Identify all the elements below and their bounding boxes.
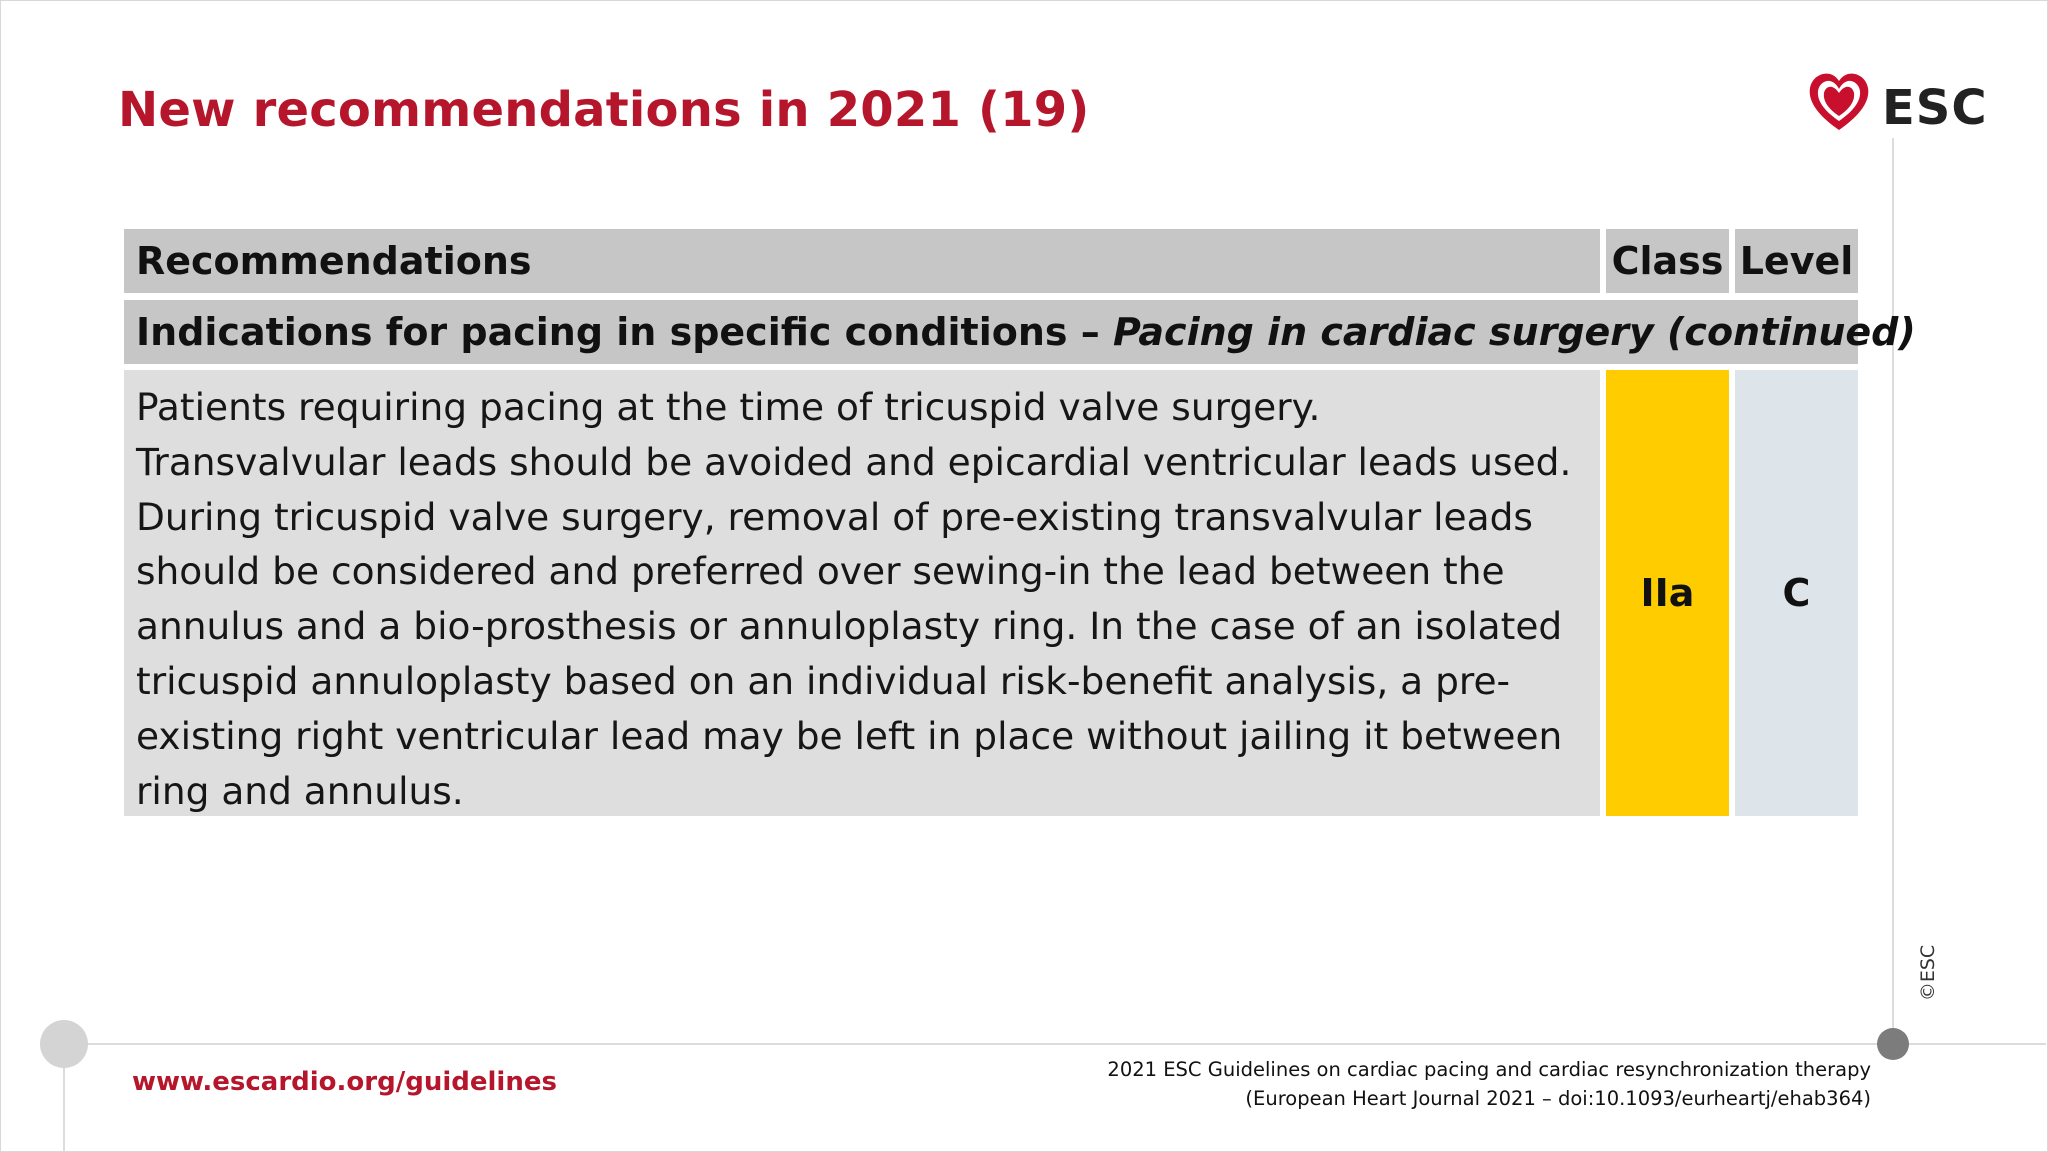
recommendation-line: should be considered and preferred over sewing-in the lead between the xyxy=(136,549,1505,594)
recommendation-text xyxy=(124,370,1600,816)
class-cell: IIa xyxy=(1606,370,1729,816)
section-label-italic: Pacing in cardiac surgery (continued) xyxy=(1112,310,1916,354)
logo-text: ESC xyxy=(1882,80,1988,136)
copyright-text: ©ESC xyxy=(1917,944,1939,1002)
decorative-dot-left xyxy=(40,1020,88,1068)
guidelines-link[interactable]: www.escardio.org/guidelines xyxy=(132,1067,557,1097)
recommendation-line: ring and annulus. xyxy=(136,768,464,813)
reference-line-2: (European Heart Journal 2021 – doi:10.1093/eurheartj/ehab364) xyxy=(1245,1087,1871,1110)
decorative-line-right xyxy=(1892,138,1894,1043)
recommendation-line: existing right ventricular lead may be left in place without jailing it between xyxy=(136,713,1563,758)
recommendation-line: tricuspid annuloplasty based on an individual risk-benefit analysis, a pre- xyxy=(136,658,1511,703)
decorative-dot-right xyxy=(1877,1028,1909,1060)
copyright xyxy=(1912,944,1942,1004)
section-heading xyxy=(124,300,1916,364)
level-cell: C xyxy=(1735,370,1858,816)
footer-reference xyxy=(1107,1055,1871,1113)
section-label: Indications for pacing in specific conditions – xyxy=(136,310,1113,354)
reference-line-1: 2021 ESC Guidelines on cardiac pacing and cardiac resynchronization therapy xyxy=(1107,1058,1871,1081)
recommendation-line: Patients requiring pacing at the time of tricuspid valve surgery. xyxy=(136,385,1321,429)
recommendation-line: During tricuspid valve surgery, removal of pre-existing transvalvular leads xyxy=(136,494,1533,539)
recommendation-line: Transvalvular leads should be avoided and epicardial ventricular leads used. xyxy=(136,439,1572,484)
recommendation-line: annulus and a bio-prosthesis or annuloplasty ring. In the case of an isolated xyxy=(136,604,1563,649)
decorative-line-bottom xyxy=(63,1043,2046,1045)
header-level: Level xyxy=(1735,229,1858,293)
header-recommendations: Recommendations xyxy=(124,229,1600,293)
esc-logo xyxy=(1806,70,1986,142)
header-class: Class xyxy=(1606,229,1729,293)
slide-title: New recommendations in 2021 (19) xyxy=(118,82,1090,138)
esc-heart-icon xyxy=(1806,70,1872,136)
